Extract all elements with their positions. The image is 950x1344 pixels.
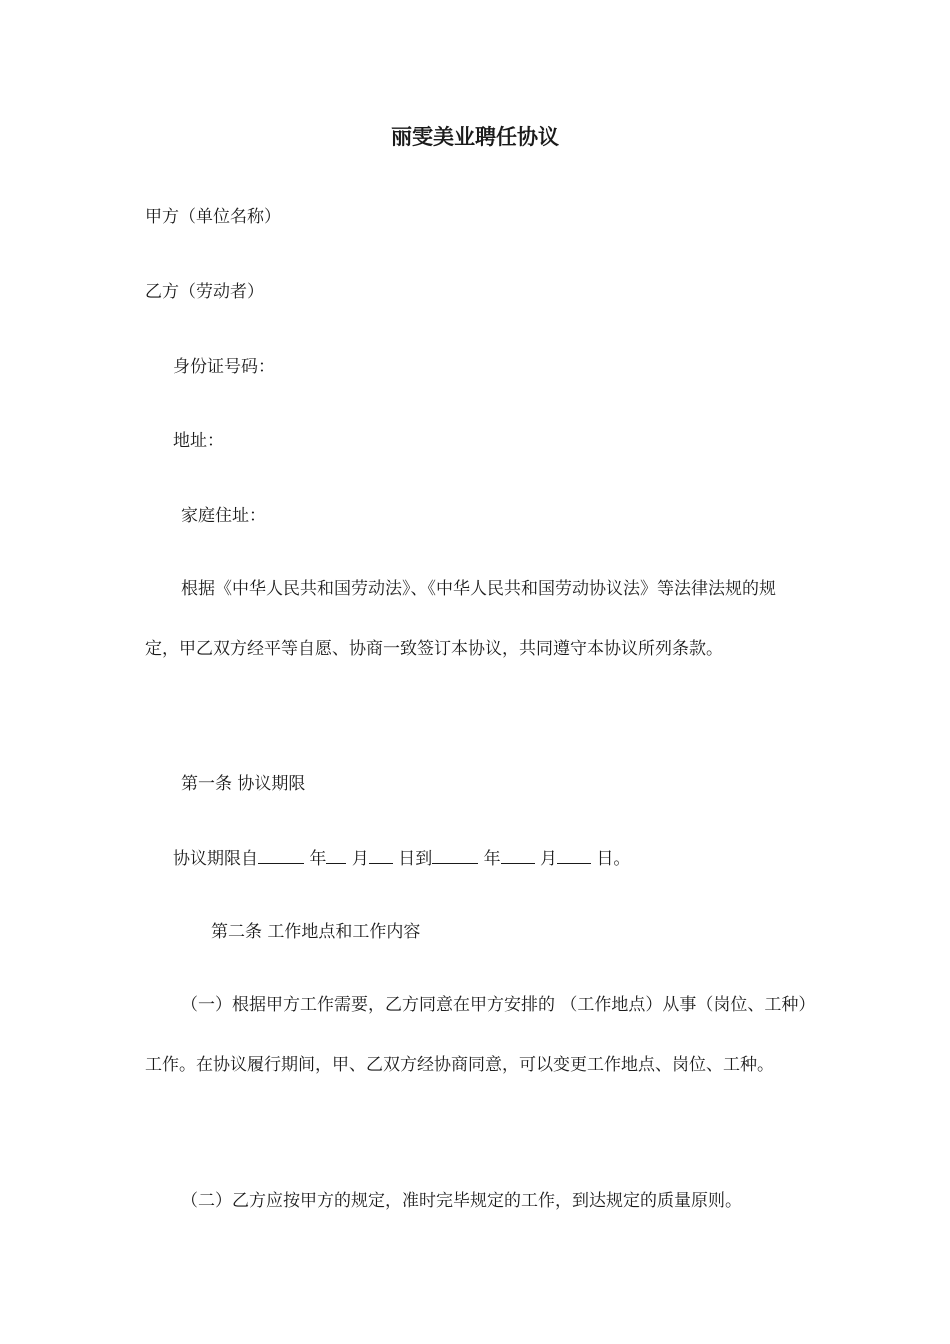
article1-heading: 第一条 协议期限: [181, 774, 306, 794]
article2-item2: （二）乙方应按甲方的规定，准时完毕规定的工作，到达规定的质量原则。: [181, 1191, 742, 1211]
article2-heading: 第二条 工作地点和工作内容: [211, 922, 421, 942]
home-address-label: 家庭住址：: [181, 506, 266, 526]
end-month-blank: [501, 847, 535, 864]
start-year-blank: [258, 847, 304, 864]
start-day-blank: [369, 847, 393, 864]
term-prefix: 协议期限自: [173, 849, 258, 869]
end-year-blank: [432, 847, 478, 864]
party-a-label: 甲方（单位名称）: [145, 207, 281, 227]
id-number-label: 身份证号码：: [173, 357, 275, 377]
month-label-1: 月: [351, 849, 369, 869]
year-label-1: 年: [309, 849, 327, 869]
day-to-label: 日到: [398, 849, 433, 869]
year-label-2: 年: [483, 849, 501, 869]
end-day-blank: [557, 847, 591, 864]
address-label: 地址：: [173, 431, 224, 451]
article2-item1: （一）根据甲方工作需要，乙方同意在甲方安排的 （工作地点）从事（岗位、工种）工作。在协议履行期间，甲、乙双方经协商同意，可以变更工作地点、岗位、工种。: [145, 995, 807, 1075]
preamble-paragraph: 根据《中华人民共和国劳动法》、《中华人民共和国劳动协议法》等法律法规的规定，甲乙双方经平等自愿、协商一致签订本协议，共同遵守本协议所列条款。: [145, 579, 776, 659]
start-month-blank: [326, 847, 346, 864]
month-label-2: 月: [540, 849, 558, 869]
contract-term-line: [173, 847, 630, 870]
day-end-label: 日。: [596, 849, 631, 869]
document-title: 丽雯美业聘任协议: [391, 124, 559, 149]
party-b-label: 乙方（劳动者）: [145, 282, 264, 302]
